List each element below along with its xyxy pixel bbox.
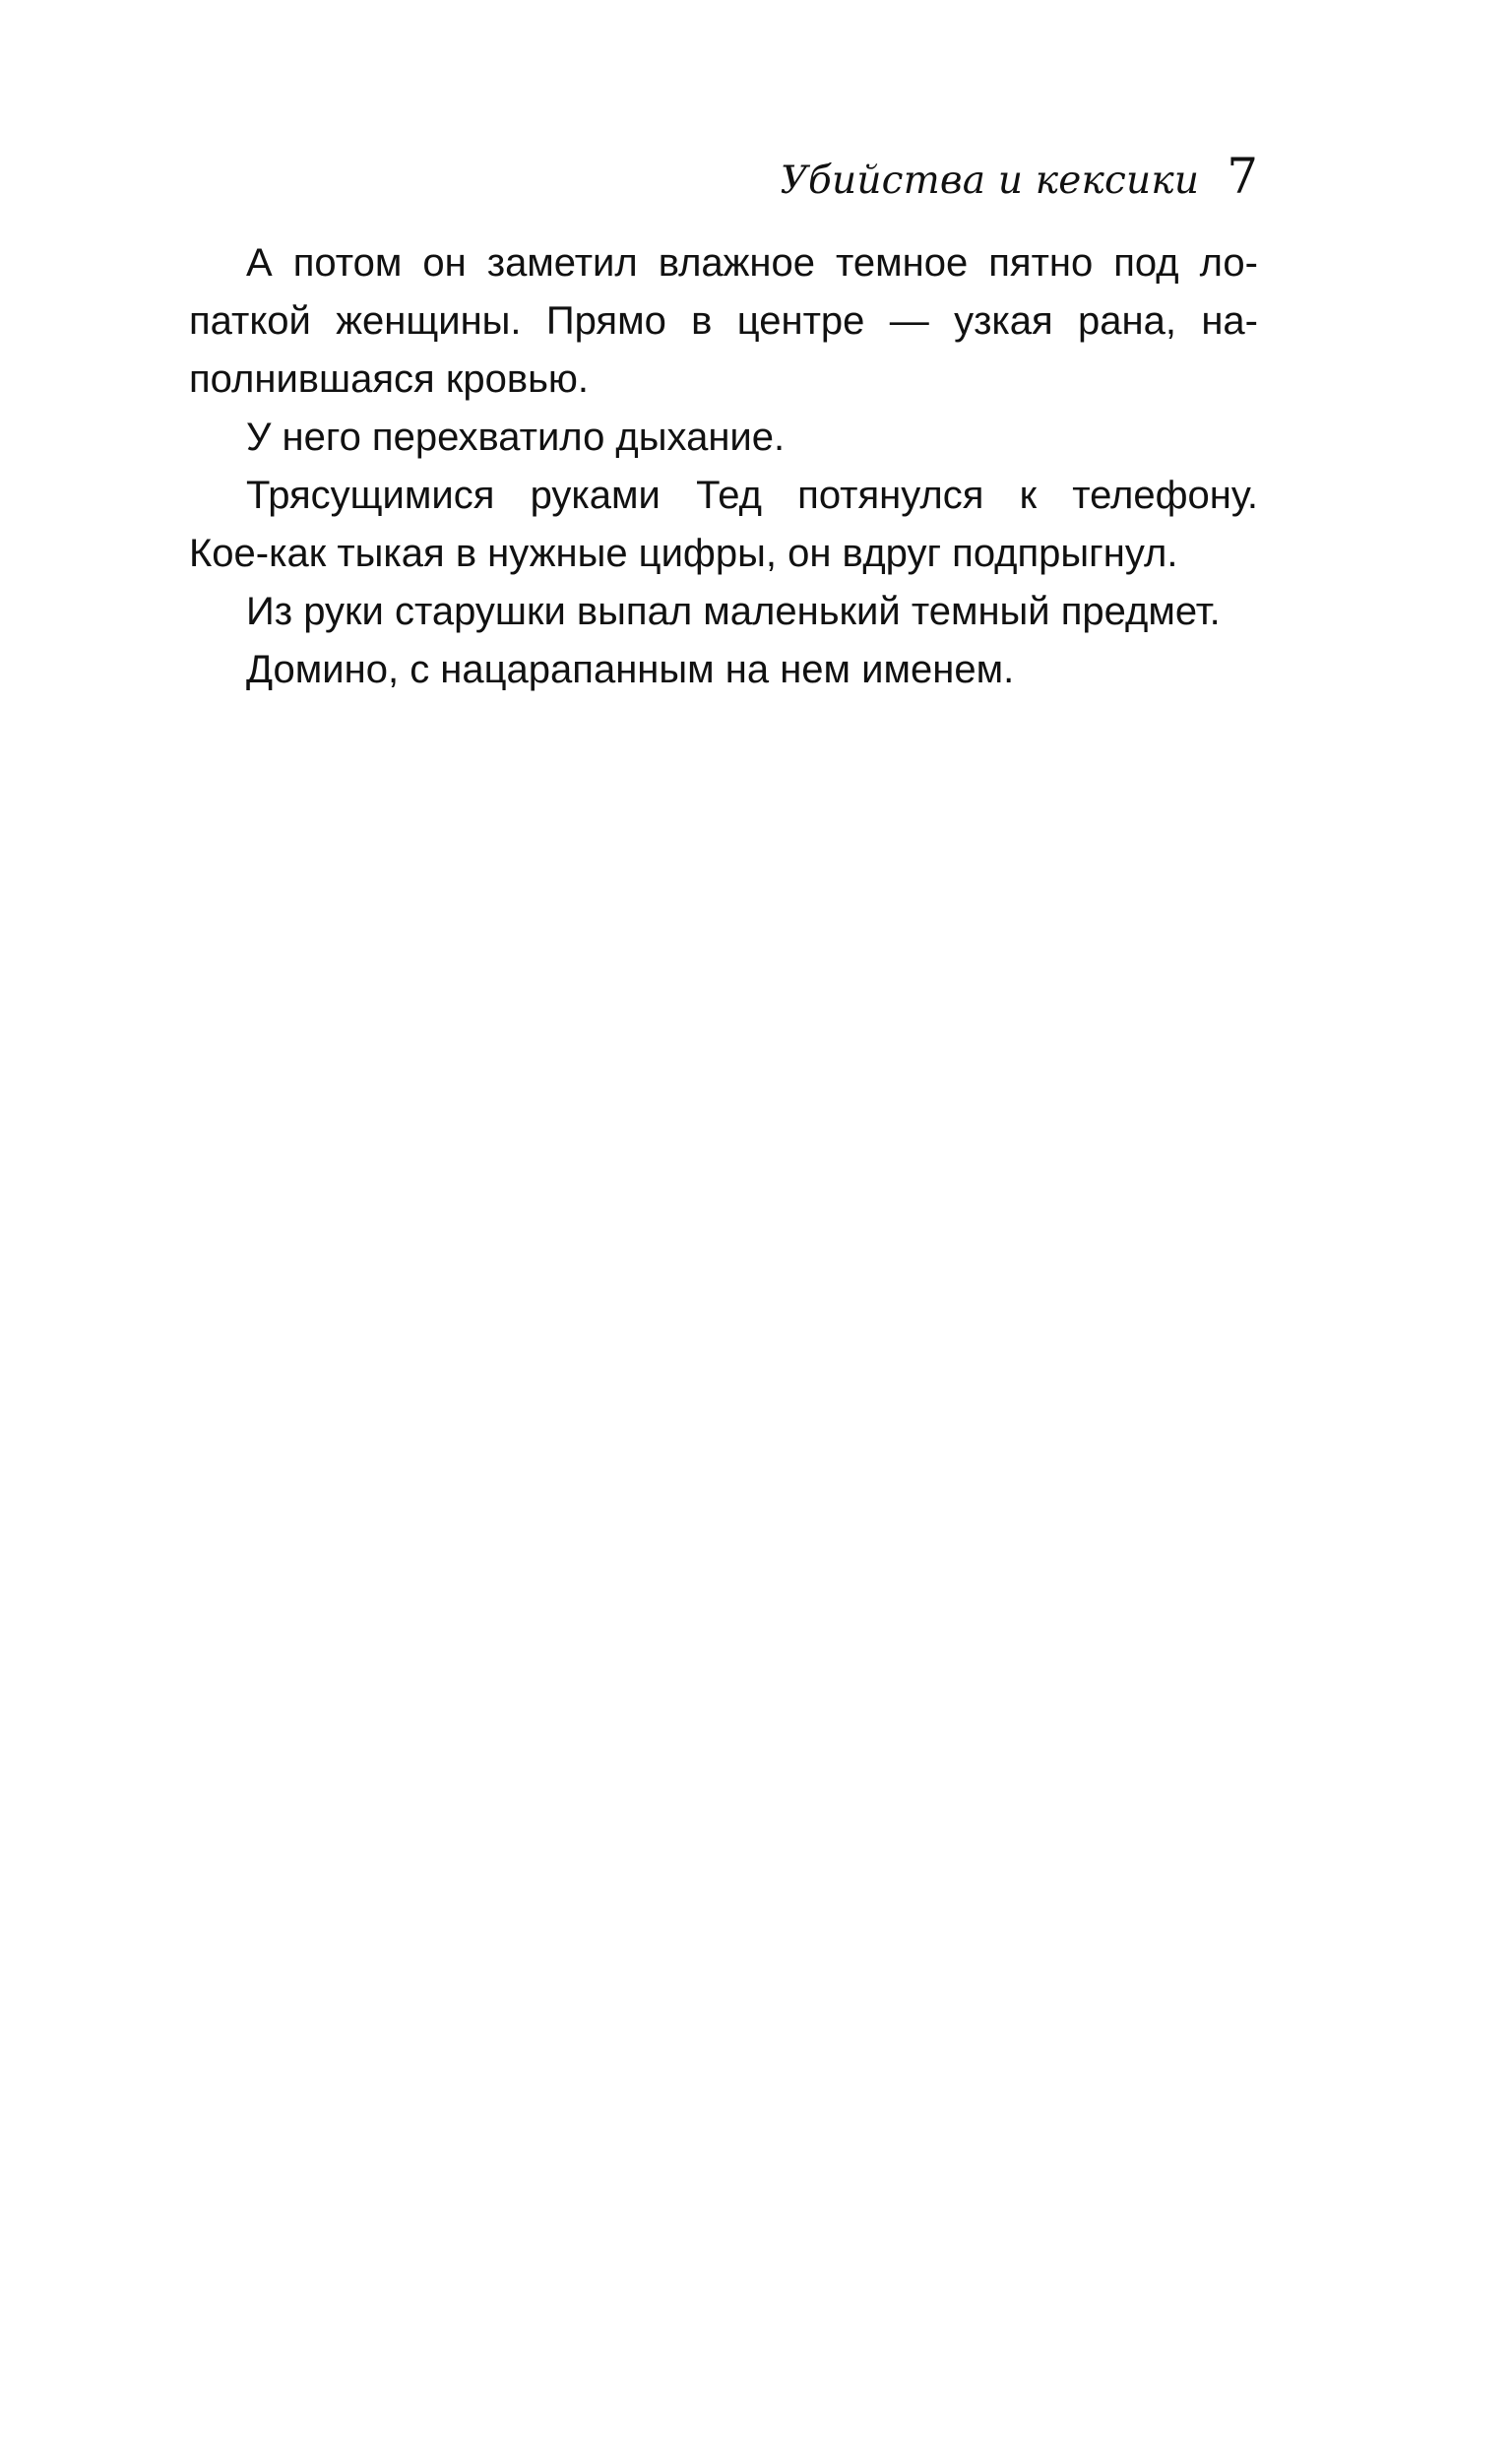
page-number: 7 — [1227, 148, 1258, 205]
body-text — [189, 234, 1258, 699]
text-line: паткой женщины. Прямо в центре — узкая рана, на- — [189, 299, 1258, 343]
text-line: У него перехватило дыхание. — [246, 416, 786, 459]
running-header — [189, 148, 1258, 207]
text-line: Кое-как тыкая в нужные цифры, он вдруг подпрыгнул. — [189, 532, 1178, 575]
text-line: Домино, с нацарапанным на нем именем. — [246, 648, 1015, 691]
text-line: Трясущимися руками Тед потянулся к телефону. — [246, 474, 1258, 517]
text-line: А потом он заметил влажное темное пятно под ло- — [246, 241, 1258, 285]
text-line: полнившаяся кровью. — [189, 357, 590, 401]
book-title: Убийства и кексики — [780, 159, 1200, 203]
text-line: Из руки старушки выпал маленький темный предмет. — [246, 590, 1221, 633]
